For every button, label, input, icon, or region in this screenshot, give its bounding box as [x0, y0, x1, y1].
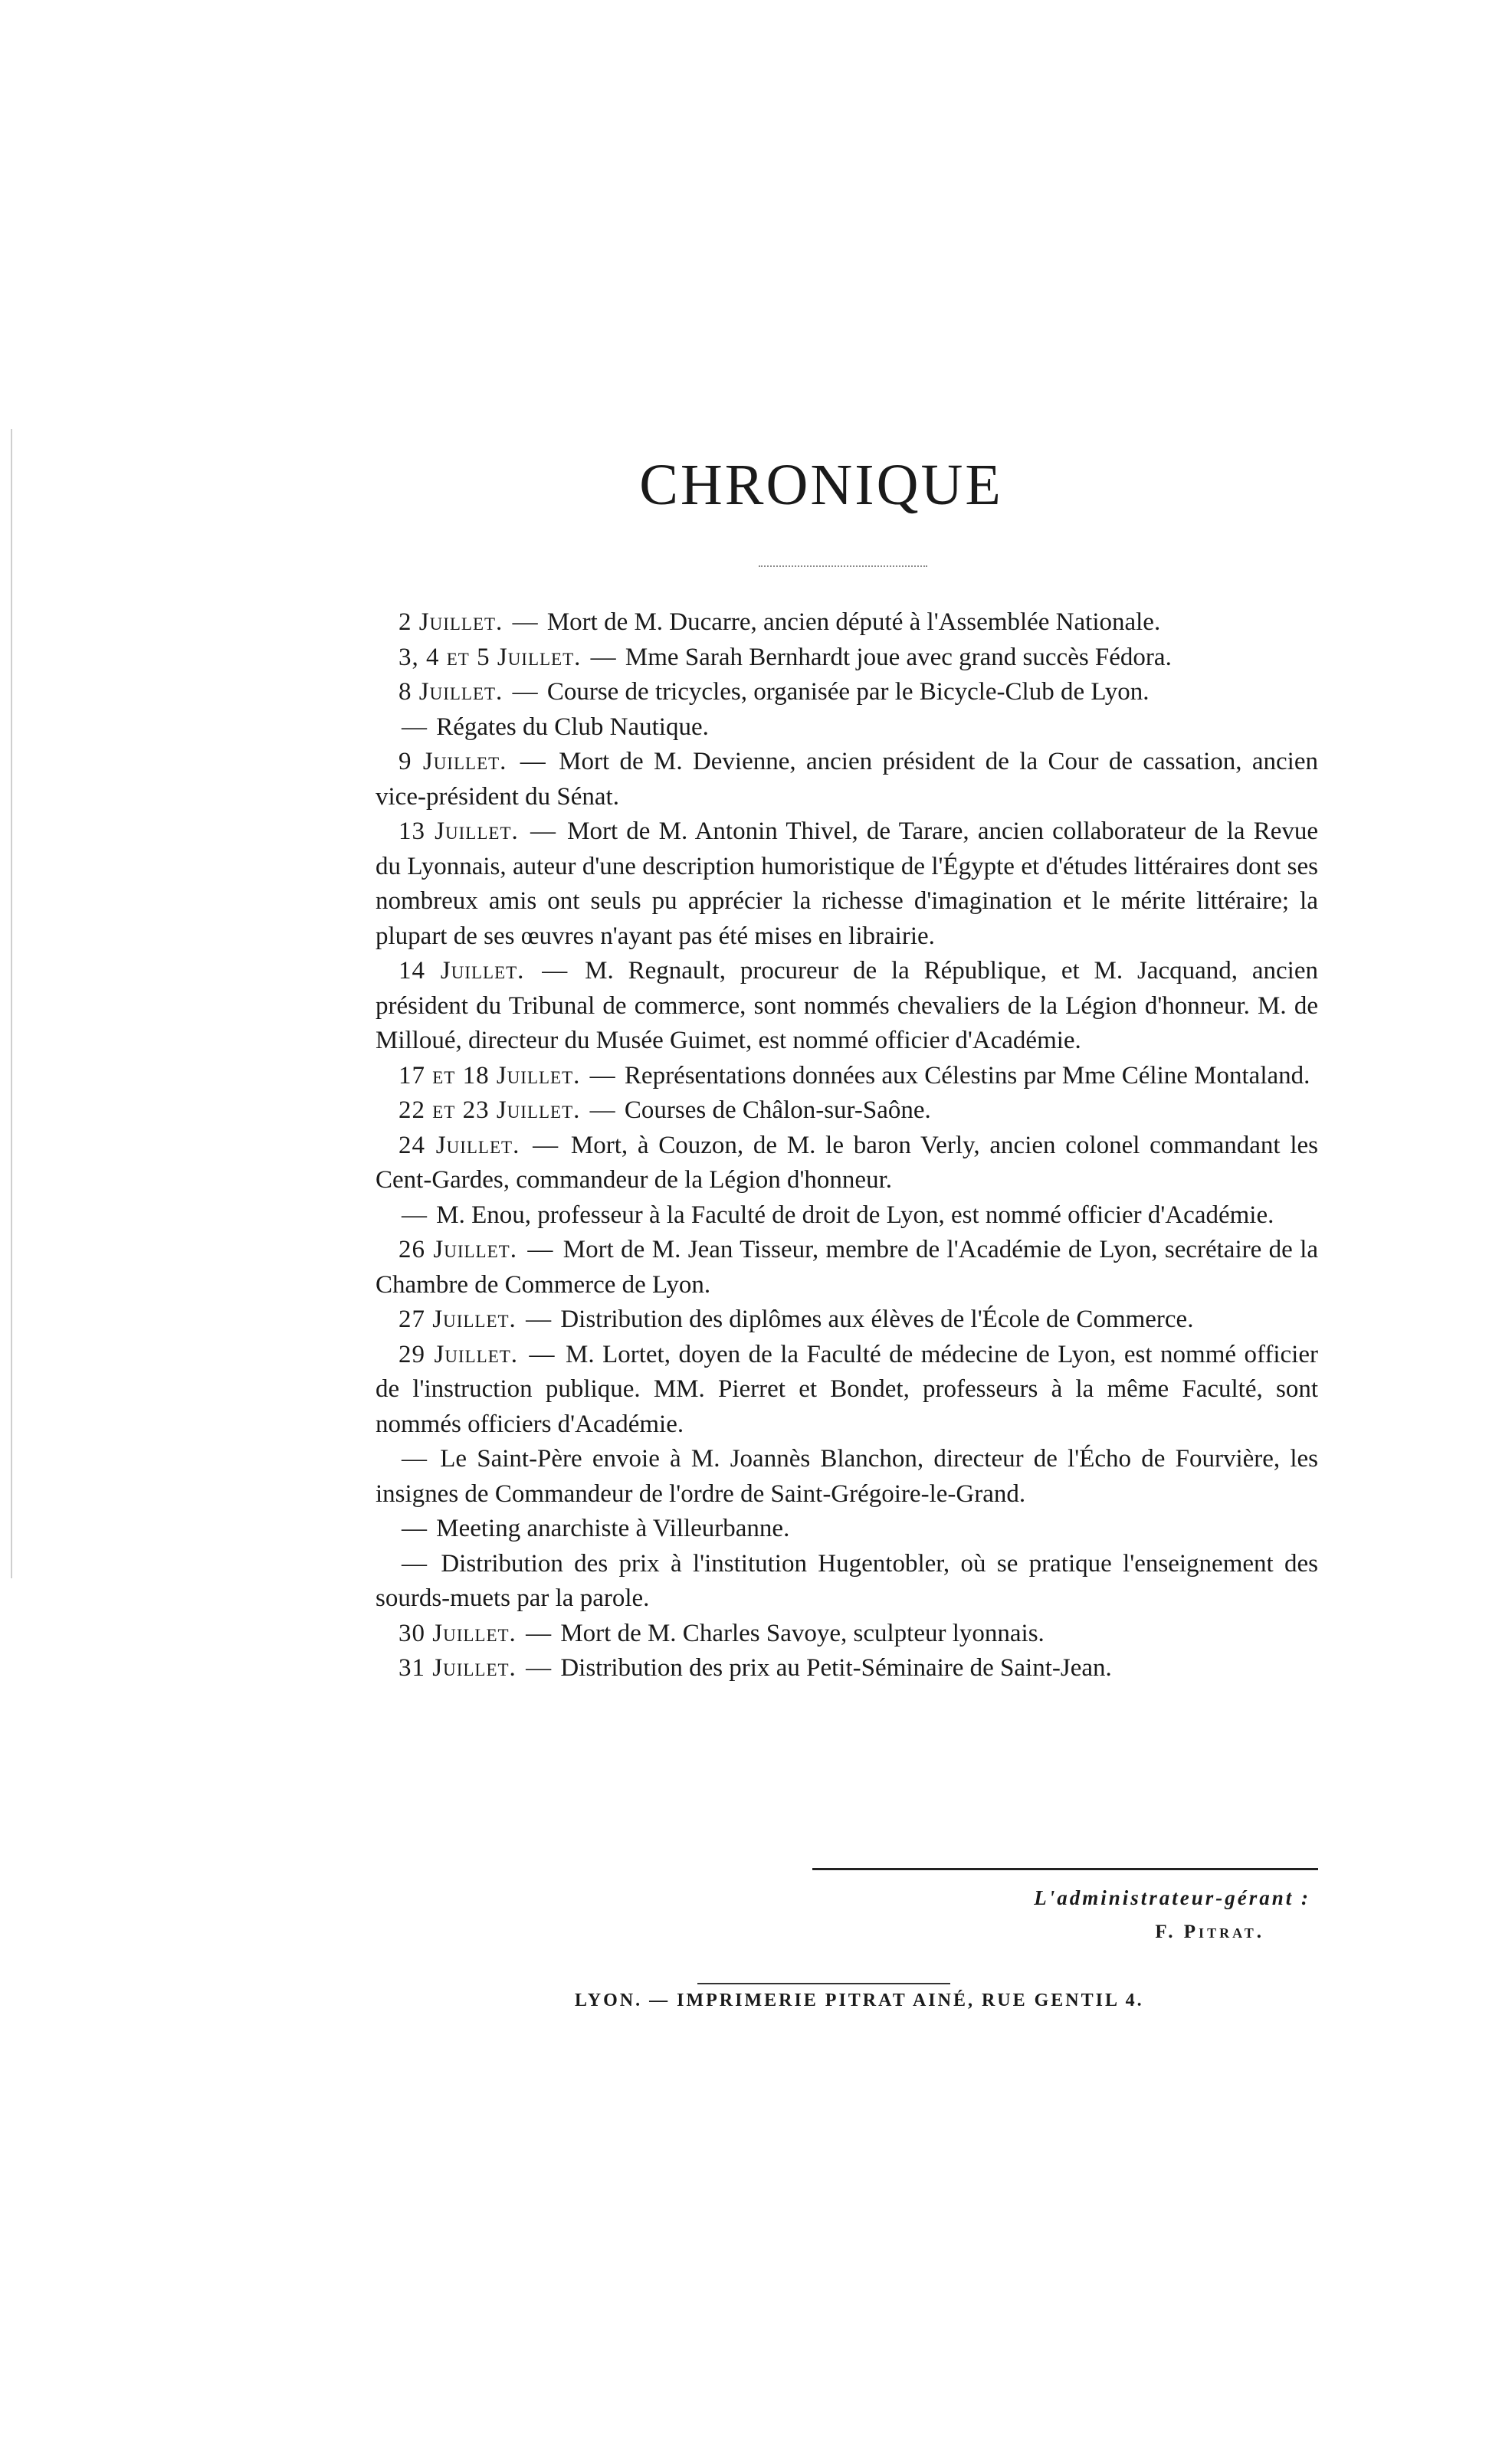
entry-dash: — [529, 1340, 555, 1368]
entry-dash: — [402, 1445, 427, 1473]
entry-date: 8 Juillet. [398, 678, 503, 706]
entry-text: Mort de M. Charles Savoye, sculpteur lyonnais. [560, 1619, 1045, 1647]
entry-dash: — [526, 1654, 552, 1682]
chronicle-entry [376, 1093, 1318, 1129]
title-divider [759, 565, 927, 567]
entry-text: Mort de M. Devienne, ancien président de la Cour de cassation, ancien vice-président du Sénat. [376, 748, 1319, 811]
entry-text: M. Enou, professeur à la Faculté de droit de Lyon, est nommé officier d'Académie. [436, 1201, 1274, 1229]
entry-text: Course de tricycles, organisée par le Bicycle-Club de Lyon. [546, 678, 1150, 706]
entry-text: Mme Sarah Bernhardt joue avec grand succès Fédora. [625, 643, 1172, 671]
signature-role: L'administrateur-gérant : [1034, 1886, 1310, 1909]
chronicle-entry [376, 1129, 1318, 1198]
page-edge-rule [11, 429, 12, 1578]
chronicle-entry [376, 710, 1318, 745]
chronicle-entry [376, 641, 1318, 676]
entry-text: Mort de M. Antonin Thivel, de Tarare, ancien collaborateur de la Revue du Lyonnais, auteur d'une description humoristique de l'Égypte et d'études littéraires dont ses nombreux amis ont seuls pu apprécier la richesse d'imagination et le mérite littéraire; la plupart de ses œuvres n'ayant pas été mises en librairie. [376, 818, 1319, 950]
chronicle-entry [376, 1302, 1318, 1338]
entry-date: 24 Juillet. [398, 1131, 520, 1159]
entry-date: 2 Juillet. [398, 608, 503, 636]
entry-dash: — [530, 818, 556, 845]
chronicle-entry [376, 1547, 1318, 1617]
chronicle-entry [376, 1059, 1318, 1094]
imprint-divider [697, 1983, 950, 1984]
entry-dash: — [402, 1201, 427, 1229]
entry-date: 26 Juillet. [398, 1236, 517, 1263]
chronicle-entry [376, 814, 1318, 954]
entry-date: 14 Juillet. [398, 957, 525, 985]
entry-date: 29 Juillet. [398, 1340, 519, 1368]
chronicle-entry [376, 675, 1318, 710]
entry-dash: — [512, 678, 538, 706]
chronicle-entry [376, 745, 1318, 814]
entry-text: Le Saint-Père envoie à M. Joannès Blanchon, directeur de l'Écho de Fourvière, les insignes de Commandeur de l'ordre de Saint-Grégoire-le-Grand. [376, 1445, 1319, 1508]
entry-text: Régates du Club Nautique. [436, 713, 709, 741]
entry-text: Mort de M. Ducarre, ancien député à l'Assemblée Nationale. [546, 608, 1161, 636]
entry-text: Représentations données aux Célestins par Mme Céline Montaland. [624, 1061, 1310, 1089]
entry-text: M. Lortet, doyen de la Faculté de médecine de Lyon, est nommé officier de l'instruction publique. MM. Pierret et Bondet, professeurs à la même Faculté, sont nommés officiers d'Académie. [376, 1340, 1318, 1438]
entry-dash: — [520, 748, 546, 775]
chronicle-entry [376, 1338, 1318, 1443]
entry-dash: — [512, 608, 538, 636]
entry-text: Courses de Châlon-sur-Saône. [624, 1096, 931, 1124]
entry-dash: — [533, 1131, 559, 1159]
entry-text: Mort de M. Jean Tisseur, membre de l'Académie de Lyon, secrétaire de la Chambre de Commerce de Lyon. [376, 1236, 1319, 1299]
entry-text: Distribution des prix au Petit-Séminaire de Saint-Jean. [560, 1654, 1112, 1682]
entry-dash: — [402, 1515, 427, 1542]
entry-text: Meeting anarchiste à Villeurbanne. [436, 1515, 790, 1542]
signature-divider [812, 1868, 1318, 1870]
entry-dash: — [542, 957, 568, 985]
entry-text: Distribution des diplômes aux élèves de l'École de Commerce. [560, 1306, 1194, 1333]
chronicle-entries [376, 605, 1318, 1686]
entry-date: 31 Juillet. [398, 1654, 517, 1682]
printer-imprint: LYON. — IMPRIMERIE PITRAT AINÉ, RUE GENTIL 4. [575, 1991, 1144, 2010]
entry-text: M. Regnault, procureur de la République, et M. Jacquand, ancien président du Tribunal de commerce, sont nommés chevaliers de la Légion d'honneur. M. de Milloué, directeur du Musée Guimet, est nommé officier d'Académie. [376, 957, 1319, 1054]
entry-dash: — [526, 1619, 552, 1647]
entry-date: 22 et 23 Juillet. [398, 1096, 581, 1124]
entry-dash: — [590, 643, 616, 671]
chronicle-entry [376, 605, 1318, 641]
page-title: CHRONIQUE [639, 453, 1003, 517]
entry-text: Distribution des prix à l'institution Hugentobler, où se pratique l'enseignement des sourds-muets par la parole. [376, 1549, 1319, 1612]
entry-date: 9 Juillet. [398, 748, 507, 775]
chronicle-entry [376, 1651, 1318, 1686]
entry-date: 27 Juillet. [398, 1306, 517, 1333]
chronicle-entry [376, 1198, 1318, 1234]
entry-date: 30 Juillet. [398, 1619, 517, 1647]
chronicle-entry [376, 1512, 1318, 1547]
entry-dash: — [527, 1236, 553, 1263]
entry-dash: — [402, 713, 427, 741]
entry-date: 17 et 18 Juillet. [398, 1061, 581, 1089]
signature-name: F. Pitrat. [1155, 1922, 1264, 1942]
entry-dash: — [526, 1306, 552, 1333]
entry-dash: — [589, 1096, 615, 1124]
chronicle-entry [376, 1442, 1318, 1512]
chronicle-entry [376, 1617, 1318, 1652]
chronicle-entry [376, 954, 1318, 1059]
entry-dash: — [589, 1061, 615, 1089]
entry-date: 3, 4 et 5 Juillet. [398, 643, 582, 671]
entry-text: Mort, à Couzon, de M. le baron Verly, ancien colonel commandant les Cent-Gardes, commandeur de la Légion d'honneur. [376, 1131, 1319, 1194]
chronicle-entry [376, 1233, 1318, 1302]
entry-date: 13 Juillet. [398, 818, 519, 845]
entry-dash: — [402, 1549, 427, 1578]
